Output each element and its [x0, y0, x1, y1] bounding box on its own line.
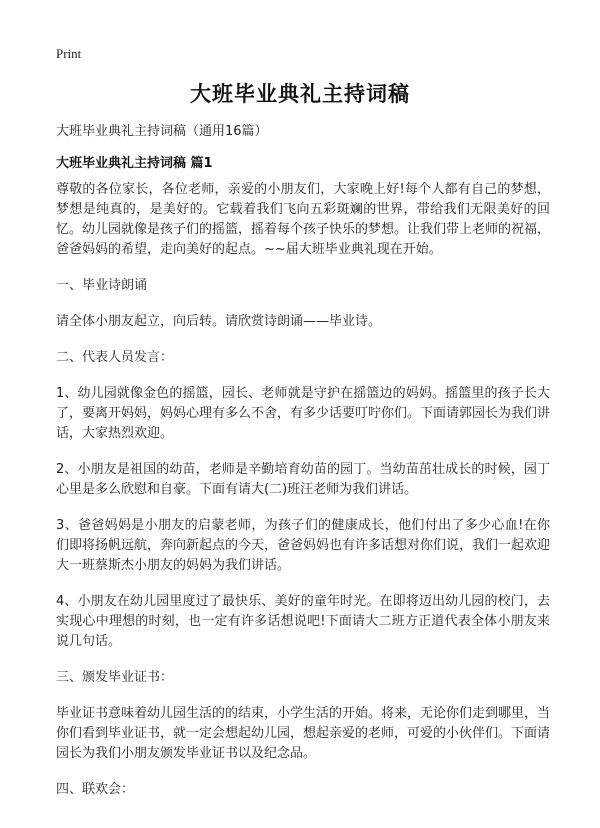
- paragraph-intro: 尊敬的各位家长，各位老师，亲爱的小朋友们，大家晚上好!每个人都有自己的梦想，梦想是纯真的，是美好的。它载着我们飞向五彩斑斓的世界，带给我们无限美好的回忆。幼儿园就像是孩子们的摇篮，摇着每个孩子快乐的梦想。让我们带上老师的祝福，爸爸妈妈的希望，走向美好的起点。~~届大班毕业典礼现在开始。: [56, 182, 551, 257]
- heading-party: 四、联欢会：: [56, 782, 135, 797]
- document-body: [56, 180, 550, 816]
- section-title: 大班毕业典礼主持词稿 篇1: [56, 156, 213, 171]
- paragraph-speech-child: 4、小朋友在幼儿园里度过了最快乐、美好的童年时光。在即将迈出幼儿园的校门，去实现心中理想的时刻，也一定有许多话想说吧!下面请大二班方正道代表全体小朋友来说几句话。: [56, 594, 550, 649]
- heading-certificates: 三、颁发毕业证书：: [56, 670, 174, 685]
- document-title: 大班毕业典礼主持词稿: [190, 82, 410, 106]
- paragraph-certificates: 毕业证书意味着幼儿园生活的的结束，小学生活的开始。将来，无论你们走到哪里，当你们看到毕业证书，就一定会想起幼儿园，想起亲爱的老师，可爱的小伙伴们。下面请园长为我们小朋友颁发毕业证书以及纪念品。: [56, 706, 551, 761]
- paragraph-speech-parent: 3、爸爸妈妈是小朋友的启蒙老师，为孩子们的健康成长，他们付出了多少心血!在你们即将扬帆远航，奔向新起点的今天，爸爸妈妈也有许多话想对你们说，我们一起欢迎大一班蔡斯杰小朋友的妈妈为我们讲话。: [56, 518, 551, 573]
- paragraph-speech-teacher: 2、小朋友是祖国的幼苗，老师是辛勤培育幼苗的园丁。当幼苗茁壮成长的时候，园丁心里是多么欣慰和自豪。下面有请大(二)班汪老师为我们讲话。: [56, 462, 550, 497]
- paragraph-speech-principal: 1、幼儿园就像金色的摇篮，园长、老师就是守护在摇篮边的妈妈。摇篮里的孩子长大了，要离开妈妈，妈妈心理有多么不舍，有多少话要叮咛你们。下面请郭园长为我们讲话，大家热烈欢迎。: [56, 386, 551, 441]
- paragraph-poem-recital: 请全体小朋友起立，向后转。请欣赏诗朗诵——毕业诗。: [56, 314, 382, 329]
- heading-representative-speeches: 二、代表人员发言：: [56, 350, 174, 365]
- document-subtitle: 大班毕业典礼主持词稿（通用16篇）: [56, 124, 268, 139]
- heading-poem-recital: 一、毕业诗朗诵: [56, 278, 148, 293]
- print-link[interactable]: Print: [56, 46, 82, 61]
